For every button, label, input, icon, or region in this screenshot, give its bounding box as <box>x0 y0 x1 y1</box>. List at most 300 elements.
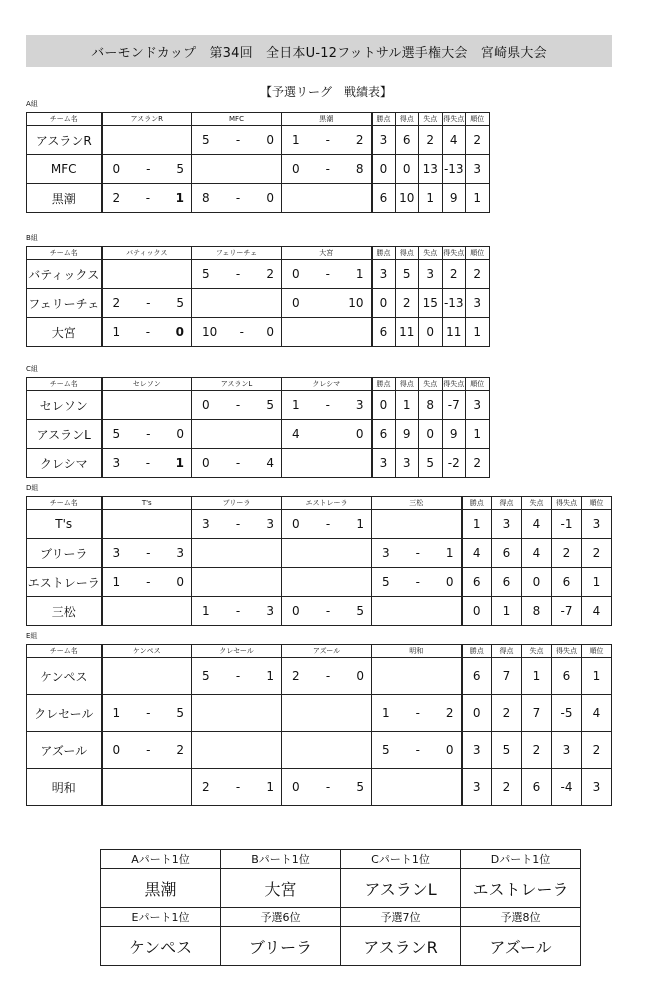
summary-team: アズール <box>461 927 581 966</box>
score-line <box>282 398 371 412</box>
score-line <box>282 162 371 176</box>
stat-value: 4 <box>522 510 552 539</box>
score-line <box>103 296 192 310</box>
score-away: 1 <box>266 780 274 794</box>
score-line <box>103 575 192 589</box>
empty-cell <box>282 449 372 478</box>
stat-value: 2 <box>442 260 466 289</box>
score-away: 2 <box>355 133 364 147</box>
stat-value: 2 <box>466 126 490 155</box>
score-separator: - <box>415 743 420 757</box>
header-stat: 順位 <box>466 378 490 391</box>
group-row <box>27 769 612 806</box>
match-score <box>192 184 282 213</box>
match-score <box>102 568 192 597</box>
score-separator: - <box>146 743 151 757</box>
team-name: ケンペス <box>27 658 102 695</box>
score-separator: - <box>325 162 330 176</box>
group-row <box>27 658 612 695</box>
stat-value: -13 <box>442 289 466 318</box>
header-stat: 勝点 <box>462 497 492 510</box>
score-home: 4 <box>292 427 300 441</box>
group-row <box>27 510 612 539</box>
empty-cell <box>192 155 282 184</box>
team-name: 大宮 <box>27 318 102 347</box>
stat-value: 6 <box>372 318 396 347</box>
score-home: 0 <box>292 267 300 281</box>
score-separator: - <box>146 296 151 310</box>
group-header-row <box>27 247 490 260</box>
header-stat: 勝点 <box>372 113 396 126</box>
team-name: 三松 <box>27 597 102 626</box>
header-opponent: 大宮 <box>282 247 372 260</box>
stat-value: 6 <box>395 126 419 155</box>
header-opponent: T's <box>102 497 192 510</box>
score-home: 2 <box>202 780 210 794</box>
match-score <box>282 289 372 318</box>
score-home: 3 <box>382 546 390 560</box>
group-row <box>27 539 612 568</box>
match-score <box>102 289 192 318</box>
empty-cell <box>102 126 192 155</box>
score-line <box>192 456 281 470</box>
score-home: 5 <box>382 743 390 757</box>
score-line <box>372 575 461 589</box>
header-stat: 失点 <box>419 247 443 260</box>
header-stat: 得失点 <box>442 113 466 126</box>
match-score <box>192 769 282 806</box>
empty-cell <box>282 318 372 347</box>
empty-cell <box>282 184 372 213</box>
stat-value: 9 <box>442 184 466 213</box>
score-line <box>192 267 281 281</box>
stat-value: 0 <box>372 391 396 420</box>
summary-label: Eパート1位 <box>101 908 221 927</box>
header-team-name: チーム名 <box>27 378 102 391</box>
match-score <box>192 449 282 478</box>
score-away: 0 <box>445 743 454 757</box>
empty-cell <box>282 695 372 732</box>
stat-value: 0 <box>395 155 419 184</box>
score-home: 5 <box>382 575 390 589</box>
group-header-row <box>27 113 490 126</box>
score-separator: - <box>235 191 241 205</box>
group-row <box>27 318 490 347</box>
empty-cell <box>102 769 192 806</box>
empty-cell <box>192 732 282 769</box>
team-name: アズール <box>27 732 102 769</box>
stat-value: 6 <box>492 539 522 568</box>
group-label: B組 <box>26 234 38 242</box>
header-team-name: チーム名 <box>27 645 102 658</box>
score-home: 10 <box>202 325 218 339</box>
match-score <box>102 695 192 732</box>
stat-value: -2 <box>442 449 466 478</box>
empty-cell <box>192 568 282 597</box>
stat-value: 3 <box>419 260 443 289</box>
stat-value: 11 <box>442 318 466 347</box>
stat-value: 1 <box>466 318 490 347</box>
score-away: 5 <box>176 706 184 720</box>
score-away: 10 <box>348 296 364 310</box>
score-separator: - <box>145 191 151 205</box>
stat-value: 2 <box>492 695 522 732</box>
score-home: 5 <box>202 267 210 281</box>
stat-value: 0 <box>462 695 492 732</box>
score-line <box>282 427 371 441</box>
group-row <box>27 155 490 184</box>
stat-value: 3 <box>372 449 396 478</box>
match-score <box>102 155 192 184</box>
stat-value: -7 <box>552 597 582 626</box>
score-separator: - <box>146 546 151 560</box>
score-line <box>192 604 281 618</box>
empty-cell <box>372 658 462 695</box>
score-home: 0 <box>292 517 300 531</box>
score-separator: - <box>235 267 241 281</box>
stat-value: -4 <box>552 769 582 806</box>
header-team-name: チーム名 <box>27 247 102 260</box>
match-score <box>102 539 192 568</box>
header-opponent: クレシマ <box>282 378 372 391</box>
match-score <box>282 126 372 155</box>
stat-value: 5 <box>419 449 443 478</box>
summary-value-row-2 <box>101 927 581 966</box>
team-name: ブリーラ <box>27 539 102 568</box>
stat-value: -5 <box>552 695 582 732</box>
score-home: 0 <box>202 456 210 470</box>
header-opponent: 三松 <box>372 497 462 510</box>
header-opponent: バティックス <box>102 247 192 260</box>
stat-value: 6 <box>372 420 396 449</box>
stat-value: 9 <box>442 420 466 449</box>
match-score <box>282 260 372 289</box>
stat-value: 0 <box>522 568 552 597</box>
score-home: 2 <box>292 669 300 683</box>
empty-cell <box>282 568 372 597</box>
score-away: 2 <box>445 706 454 720</box>
score-separator: - <box>235 517 241 531</box>
score-separator: - <box>415 706 420 720</box>
score-separator: - <box>325 780 331 794</box>
match-score <box>372 695 462 732</box>
empty-cell <box>192 695 282 732</box>
stat-value: 4 <box>582 597 612 626</box>
match-score <box>192 126 282 155</box>
score-away: 1 <box>175 456 184 470</box>
header-stat: 失点 <box>522 497 552 510</box>
team-name: T's <box>27 510 102 539</box>
score-separator: - <box>235 398 241 412</box>
score-line <box>192 780 281 794</box>
header-stat: 勝点 <box>372 378 396 391</box>
header-opponent: アスランR <box>102 113 192 126</box>
stat-value: -7 <box>442 391 466 420</box>
score-away: 5 <box>176 296 184 310</box>
summary-label-row-1 <box>101 850 581 869</box>
group-row <box>27 420 490 449</box>
header-opponent: クレセール <box>192 645 282 658</box>
score-away: 8 <box>355 162 364 176</box>
score-line <box>372 743 461 757</box>
score-separator: - <box>325 267 330 281</box>
header-opponent: エストレーラ <box>282 497 372 510</box>
group-table <box>26 496 612 626</box>
header-stat: 順位 <box>466 113 490 126</box>
score-away: 5 <box>356 604 364 618</box>
group-row <box>27 568 612 597</box>
score-away: 1 <box>355 267 364 281</box>
match-score <box>282 391 372 420</box>
score-home: 0 <box>112 743 121 757</box>
score-separator: - <box>235 669 241 683</box>
score-away: 0 <box>355 427 364 441</box>
score-separator: - <box>325 669 331 683</box>
stat-value: 3 <box>466 391 490 420</box>
score-line <box>192 398 281 412</box>
header-stat: 得点 <box>395 378 419 391</box>
empty-cell <box>102 510 192 539</box>
stat-value: 10 <box>395 184 419 213</box>
empty-cell <box>102 391 192 420</box>
match-score <box>282 597 372 626</box>
team-name: 黒潮 <box>27 184 102 213</box>
stat-value: 2 <box>419 126 443 155</box>
match-score <box>102 732 192 769</box>
empty-cell <box>282 732 372 769</box>
score-away: 0 <box>266 191 274 205</box>
stat-value: 0 <box>419 420 443 449</box>
score-home: 1 <box>292 133 300 147</box>
score-away: 5 <box>356 780 364 794</box>
score-line <box>103 706 192 720</box>
team-name: クレシマ <box>27 449 102 478</box>
score-home: 0 <box>292 162 300 176</box>
stat-value: 2 <box>522 732 552 769</box>
summary-team: ケンペス <box>101 927 221 966</box>
stat-value: 6 <box>492 568 522 597</box>
header-opponent: 黒潮 <box>282 113 372 126</box>
header-opponent: MFC <box>192 113 282 126</box>
stat-value: 3 <box>462 732 492 769</box>
stat-value: 1 <box>582 568 612 597</box>
summary-value-row-1 <box>101 869 581 908</box>
header-stat: 得失点 <box>442 247 466 260</box>
stat-value: 7 <box>522 695 552 732</box>
group-label: E組 <box>26 632 38 640</box>
score-line <box>282 133 371 147</box>
score-separator: - <box>146 706 151 720</box>
score-line <box>282 669 371 683</box>
score-line <box>192 191 281 205</box>
team-name: バティックス <box>27 260 102 289</box>
match-score <box>102 420 192 449</box>
score-home: 8 <box>202 191 210 205</box>
summary-team: アスランL <box>341 869 461 908</box>
summary-team: ブリーラ <box>221 927 341 966</box>
team-name: フェリーチェ <box>27 289 102 318</box>
stat-value: 4 <box>522 539 552 568</box>
score-separator: - <box>415 546 420 560</box>
stat-value: 8 <box>419 391 443 420</box>
empty-cell <box>192 289 282 318</box>
score-away: 1 <box>445 546 454 560</box>
empty-cell <box>372 769 462 806</box>
stat-value: 3 <box>582 510 612 539</box>
score-line <box>372 546 461 560</box>
stat-value: 11 <box>395 318 419 347</box>
match-score <box>102 184 192 213</box>
score-away: 3 <box>266 517 274 531</box>
match-score <box>282 420 372 449</box>
empty-cell <box>192 420 282 449</box>
match-score <box>102 449 192 478</box>
score-separator: - <box>145 456 151 470</box>
stat-value: 2 <box>466 449 490 478</box>
stat-value: 3 <box>552 732 582 769</box>
score-home: 3 <box>112 546 121 560</box>
stat-value: 1 <box>522 658 552 695</box>
score-away: 3 <box>266 604 274 618</box>
group-table <box>26 644 612 806</box>
header-team-name: チーム名 <box>27 497 102 510</box>
header-stat: 失点 <box>419 113 443 126</box>
group-row <box>27 695 612 732</box>
stat-value: 3 <box>372 260 396 289</box>
header-opponent: ブリーラ <box>192 497 282 510</box>
summary-label: 予選6位 <box>221 908 341 927</box>
group-row <box>27 732 612 769</box>
stat-value: 4 <box>462 539 492 568</box>
summary-label: 予選7位 <box>341 908 461 927</box>
match-score <box>192 391 282 420</box>
score-separator: - <box>325 604 331 618</box>
stat-value: 3 <box>582 769 612 806</box>
header-stat: 得失点 <box>442 378 466 391</box>
score-separator: - <box>325 398 330 412</box>
score-home: 5 <box>112 427 121 441</box>
score-away: 2 <box>176 743 184 757</box>
group-label: A組 <box>26 100 38 108</box>
summary-team: エストレーラ <box>461 869 581 908</box>
score-line <box>192 517 281 531</box>
stat-value: 8 <box>522 597 552 626</box>
header-stat: 得点 <box>492 645 522 658</box>
header-opponent: セレソン <box>102 378 192 391</box>
score-home: 5 <box>202 669 210 683</box>
stat-value: 1 <box>492 597 522 626</box>
stat-value: 6 <box>522 769 552 806</box>
score-line <box>192 325 281 339</box>
score-home: 1 <box>112 706 121 720</box>
score-away: 1 <box>266 669 274 683</box>
score-separator: - <box>239 325 244 339</box>
score-separator: - <box>415 575 420 589</box>
group-row <box>27 597 612 626</box>
score-line <box>372 706 461 720</box>
header-stat: 失点 <box>419 378 443 391</box>
score-home: 2 <box>112 191 121 205</box>
stat-value: 5 <box>492 732 522 769</box>
group-row <box>27 126 490 155</box>
stat-value: 1 <box>419 184 443 213</box>
score-separator: - <box>235 780 241 794</box>
header-stat: 失点 <box>522 645 552 658</box>
summary-team: アスランR <box>341 927 461 966</box>
score-home: 0 <box>292 780 300 794</box>
score-line <box>282 604 371 618</box>
score-separator: - <box>325 517 331 531</box>
score-away: 0 <box>266 133 274 147</box>
score-home: 1 <box>112 575 121 589</box>
page-subtitle: 【予選リーグ 戦績表】 <box>259 85 392 99</box>
header-opponent: アスランL <box>192 378 282 391</box>
score-home: 3 <box>112 456 121 470</box>
score-separator: - <box>235 133 241 147</box>
group-row <box>27 184 490 213</box>
stat-value: -13 <box>442 155 466 184</box>
match-score <box>372 539 462 568</box>
team-name: MFC <box>27 155 102 184</box>
stat-value: 15 <box>419 289 443 318</box>
stat-value: 1 <box>395 391 419 420</box>
team-name: 明和 <box>27 769 102 806</box>
score-away: 5 <box>266 398 274 412</box>
match-score <box>282 510 372 539</box>
stat-value: 7 <box>492 658 522 695</box>
stat-value: 6 <box>552 568 582 597</box>
match-score <box>282 155 372 184</box>
header-stat: 得点 <box>492 497 522 510</box>
score-separator: - <box>146 427 151 441</box>
match-score <box>192 597 282 626</box>
header-stat: 順位 <box>466 247 490 260</box>
empty-cell <box>282 539 372 568</box>
score-line <box>103 546 192 560</box>
group-row <box>27 289 490 318</box>
header-opponent: 明和 <box>372 645 462 658</box>
summary-team: 黒潮 <box>101 869 221 908</box>
stat-value: 2 <box>395 289 419 318</box>
match-score <box>192 510 282 539</box>
score-line <box>103 427 192 441</box>
stat-value: 9 <box>395 420 419 449</box>
header-stat: 得失点 <box>552 645 582 658</box>
score-away: 5 <box>176 162 184 176</box>
header-stat: 勝点 <box>372 247 396 260</box>
score-line <box>282 517 371 531</box>
score-line <box>192 669 281 683</box>
stat-value: 3 <box>466 289 490 318</box>
stat-value: 2 <box>552 539 582 568</box>
score-home: 5 <box>202 133 210 147</box>
stat-value: 0 <box>372 155 396 184</box>
score-separator: - <box>146 575 151 589</box>
header-stat: 得点 <box>395 247 419 260</box>
team-name: エストレーラ <box>27 568 102 597</box>
group-row <box>27 391 490 420</box>
stat-value: 3 <box>395 449 419 478</box>
group-label: D組 <box>26 484 39 492</box>
score-away: 0 <box>356 669 364 683</box>
score-separator: - <box>235 456 241 470</box>
summary-label: Bパート1位 <box>221 850 341 869</box>
empty-cell <box>102 658 192 695</box>
score-home: 1 <box>202 604 210 618</box>
stat-value: 2 <box>582 732 612 769</box>
stat-value: -1 <box>552 510 582 539</box>
score-home: 0 <box>292 296 300 310</box>
